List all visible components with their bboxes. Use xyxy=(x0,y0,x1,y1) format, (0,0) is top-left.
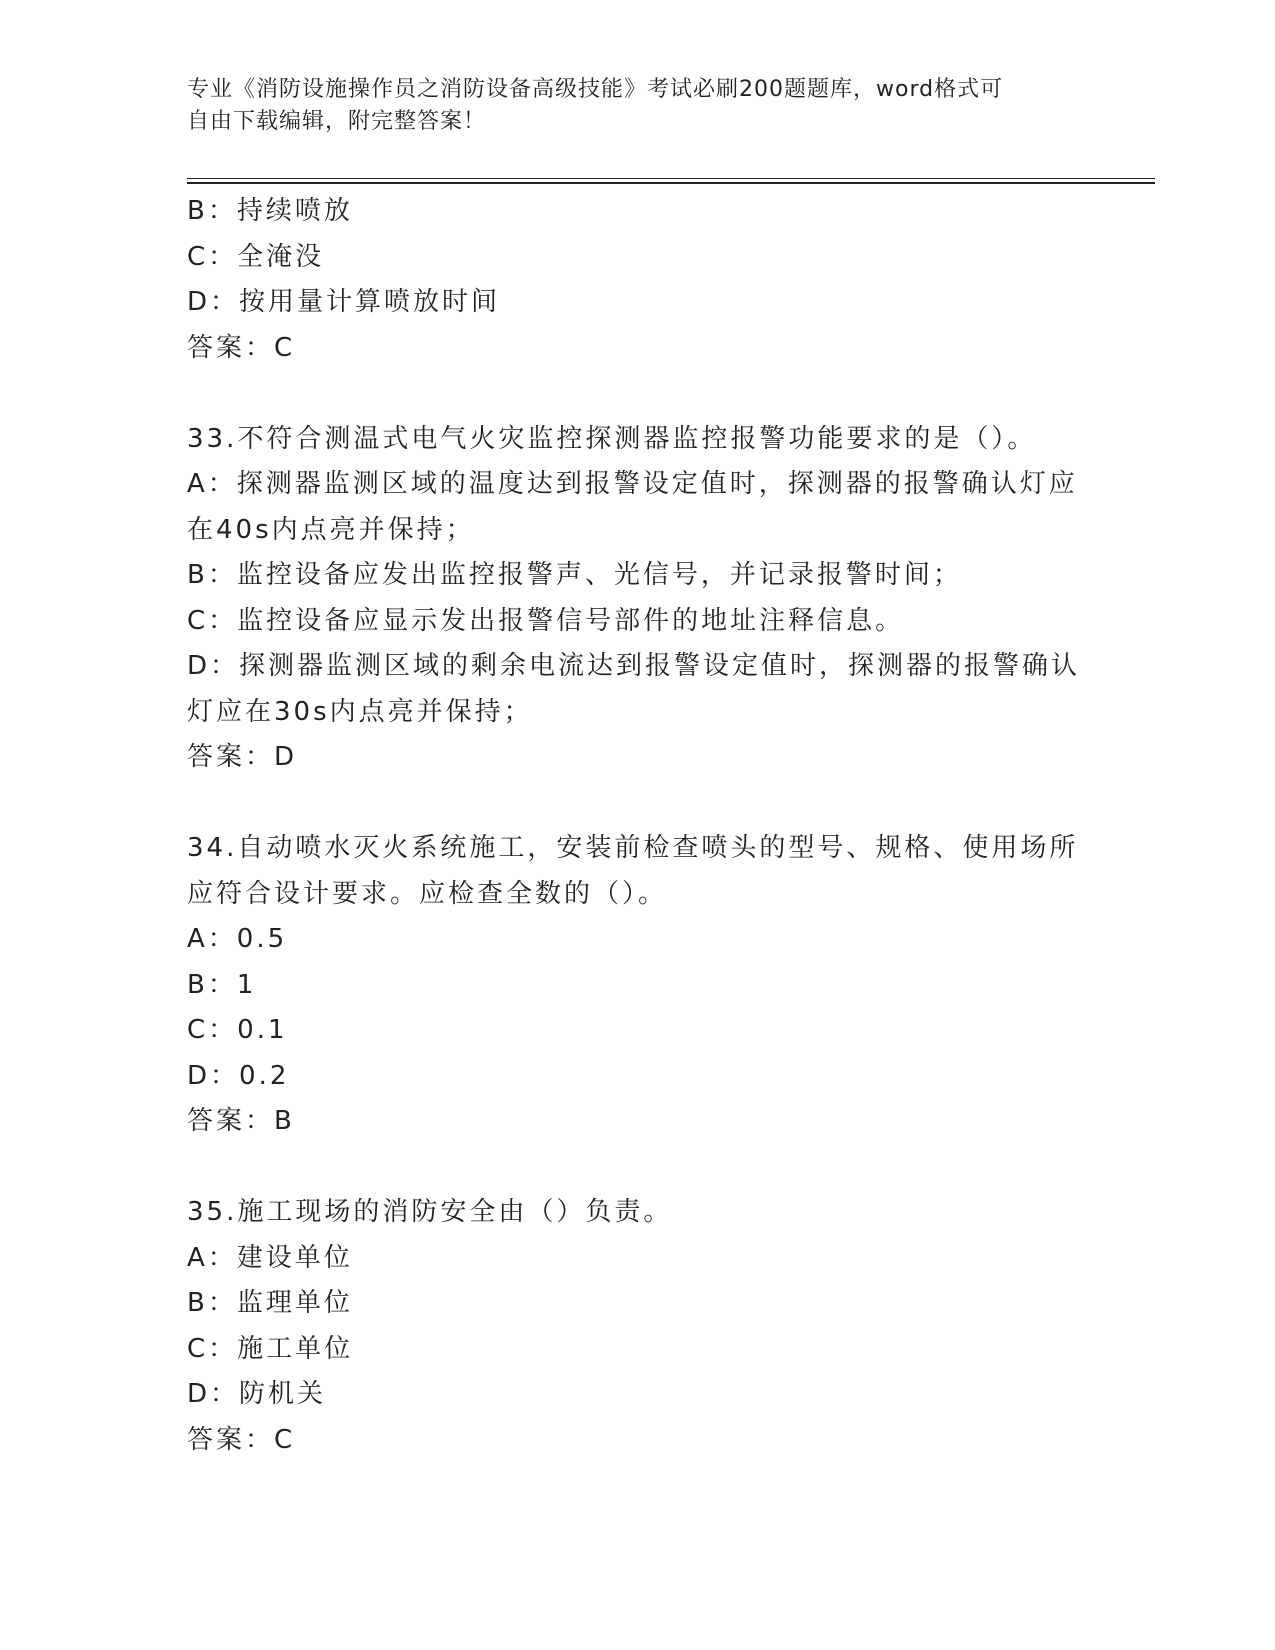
option-a-cont: 在40s内点亮并保持； xyxy=(187,514,475,545)
option-c: C：0.1 xyxy=(187,1015,288,1045)
spacer xyxy=(187,1145,1077,1191)
option-a: A：建设单位 xyxy=(187,1242,353,1273)
option-d-cont: 灯应在30s内点亮并保持； xyxy=(187,696,533,727)
answer-line: 答案：D xyxy=(187,742,298,772)
question-33 xyxy=(187,417,1081,781)
option-b: B：监控设备应发出监控报警声、光信号，并记录报警时间； xyxy=(187,560,962,590)
question-stem: 34.自动喷水灭火系统施工，安装前检查喷头的型号、规格、使用场所 xyxy=(187,833,1079,863)
option-d: D：探测器监测区域的剩余电流达到报警设定值时，探测器的报警确认 xyxy=(187,651,1081,681)
answer-line: 答案：C xyxy=(187,332,296,363)
option-c: C：监控设备应显示发出报警信号部件的地址注释信息。 xyxy=(187,605,905,636)
option-d: D：防机关 xyxy=(187,1379,327,1409)
question-35 xyxy=(187,1190,1077,1463)
option-a: A：0.5 xyxy=(187,924,288,954)
header-rule-thick xyxy=(187,182,1155,184)
question-stem-cont: 应符合设计要求。应检查全数的（）。 xyxy=(187,878,668,909)
question-stem: 35.施工现场的消防安全由（）负责。 xyxy=(187,1197,673,1227)
option-b: B：持续喷放 xyxy=(187,196,353,226)
spacer xyxy=(187,371,1077,417)
carryover-block xyxy=(187,189,1077,371)
option-c: C：施工单位 xyxy=(187,1333,354,1364)
header-rule-thin xyxy=(187,178,1155,179)
header-line-1: 专业《消防设施操作员之消防设备高级技能》考试必刷200题题库，word格式可 xyxy=(187,77,1004,102)
answer-line: 答案：C xyxy=(187,1424,296,1455)
option-d: D：0.2 xyxy=(187,1060,290,1091)
spacer xyxy=(187,781,1077,827)
option-a: A：探测器监测区域的温度达到报警设定值时，探测器的报警确认灯应 xyxy=(187,469,1078,499)
header-line-2: 自由下载编辑，附完整答案！ xyxy=(187,109,487,134)
answer-line: 答案：B xyxy=(187,1106,295,1136)
question-34 xyxy=(187,826,1077,1145)
option-b: B：监理单位 xyxy=(187,1288,353,1318)
option-b: B：1 xyxy=(187,969,257,1000)
document-body xyxy=(187,189,1081,1463)
option-d: D：按用量计算喷放时间 xyxy=(187,287,501,317)
question-stem: 33.不符合测温式电气火灾监控探测器监控报警功能要求的是（）。 xyxy=(187,423,1037,454)
document-header xyxy=(187,74,1067,138)
option-c: C：全淹没 xyxy=(187,241,325,272)
